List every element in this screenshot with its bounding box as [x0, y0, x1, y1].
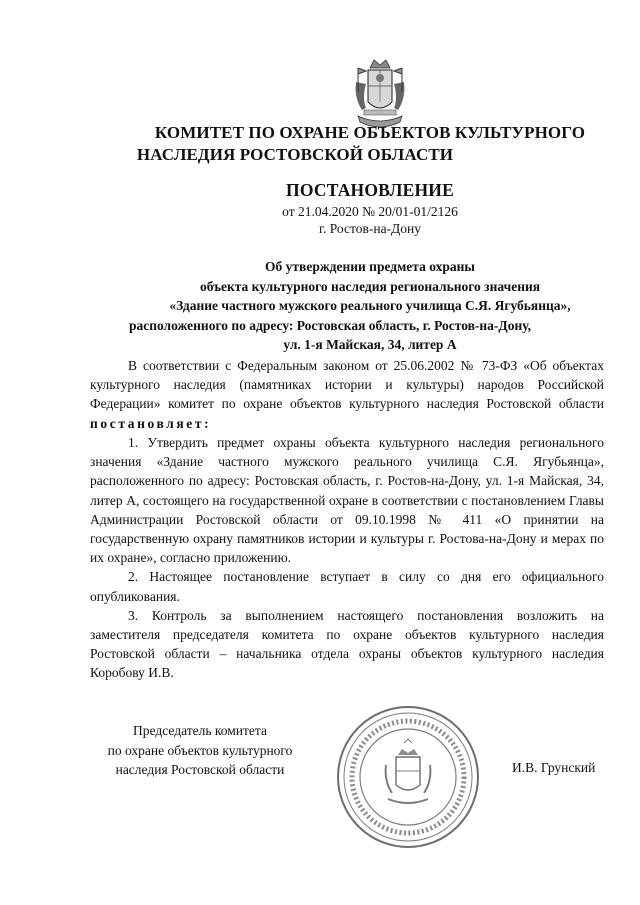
signatory-position-line3: наследия Ростовской области — [115, 762, 285, 777]
subject-line1: Об утверждении предмета охраны — [265, 259, 475, 274]
decree-subject — [95, 257, 640, 355]
subject-line3: «Здание частного мужского реального училища С.Я. Ягубьянца», — [169, 298, 571, 313]
preamble-resolves: постановляет: — [90, 415, 212, 431]
decree-meta — [200, 203, 540, 237]
decree-item-3: 3. Контроль за выполнением настоящего постановления возложить на заместителя председателя комитета по охране объектов культурного наследия Ростовской области – начальника отдела охраны объектов культурного наследия Коробову И.В. — [90, 607, 604, 681]
signatory-position — [80, 721, 320, 780]
committee-name-line1: КОМИТЕТ ПО ОХРАНЕ ОБЪЕКТОВ КУЛЬТУРНОГО — [154, 123, 586, 142]
decree-date-number: от 21.04.2020 № 20/01-01/2126 — [282, 204, 458, 219]
decree-city: г. Ростов-на-Дону — [318, 221, 421, 236]
subject-line4: расположенного по адресу: Ростовская область, г. Ростов-на-Дону, — [128, 317, 532, 333]
decree-item-2: 2. Настоящее постановление вступает в силу со дня его официального опубликования. — [90, 569, 604, 604]
committee-name-line2: НАСЛЕДИЯ РОСТОВСКОЙ ОБЛАСТИ — [136, 145, 454, 164]
signatory-name: И.В. Грунский — [512, 760, 596, 775]
preamble-text: В соответствии с Федеральным законом от 25.06.2002 № 73-ФЗ «Об объектах культурного наследия (памятниках истории и культуры) народов Российской Федерации» комитет по охране объектов культурного наследия Ростовской области — [90, 358, 604, 412]
subject-line5: ул. 1-я Майская, 34, литер А — [283, 337, 457, 352]
subject-line2: объекта культурного наследия регионального значения — [199, 278, 541, 294]
decree-title: ПОСТАНОВЛЕНИЕ — [286, 180, 454, 200]
signatory-position-line1: Председатель комитета — [133, 723, 267, 738]
decree-preamble — [90, 356, 604, 433]
committee-name — [90, 122, 640, 166]
signatory-position-line2: по охране объектов культурного — [107, 742, 293, 758]
decree-item-1: 1. Утвердить предмет охраны объекта культурного наследия регионального значения «Здание частного мужского реального училища С.Я. Ягубьянца», расположенного по адресу: Ростовская область, г. Ростов-на-Дону, ул. 1-я Майская, 34, литер А, состоящего на государственной охране в соответствии с постановлением Главы Администрации Ростовской области от 09.10.1998 № 411 «О принятии на государственную охрану памятников истории и культуры г. Ростова-на-Дону и мерах по их охране», согласно приложению. — [90, 435, 604, 566]
decree-items — [90, 433, 604, 683]
official-seal-icon — [334, 703, 482, 851]
